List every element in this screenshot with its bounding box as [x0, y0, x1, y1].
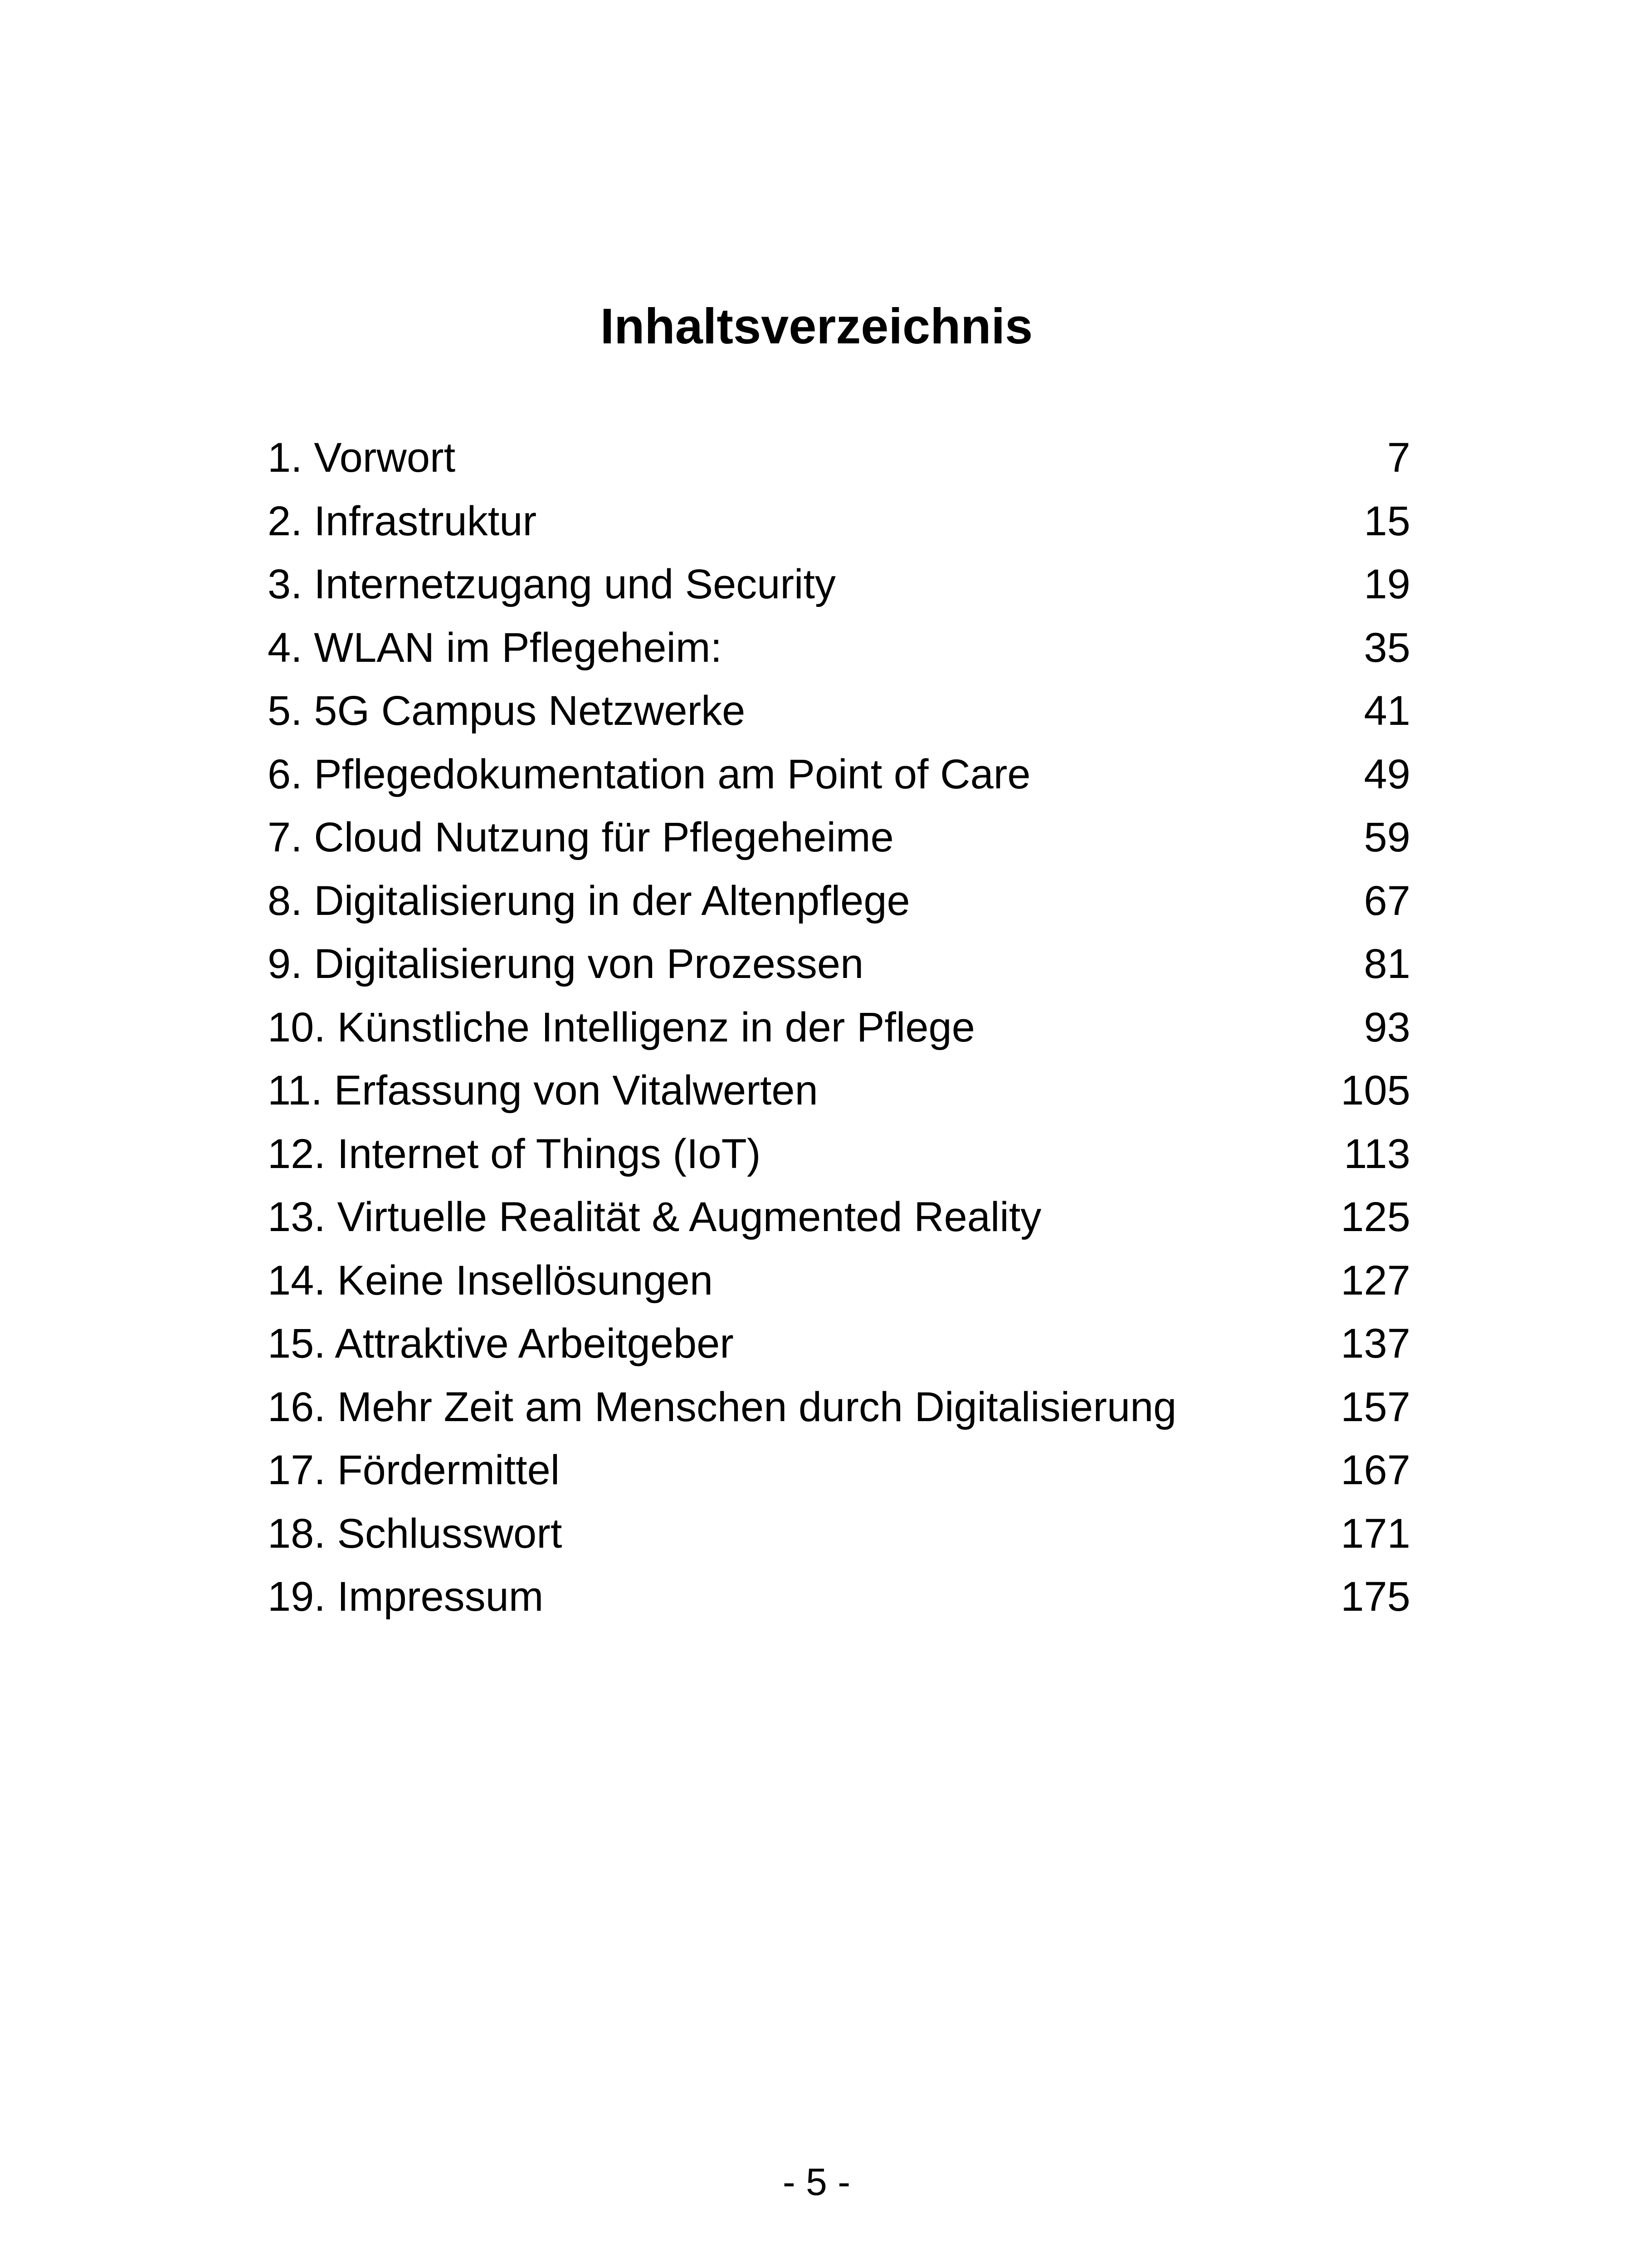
- toc-entry-label: 18. Schlusswort: [268, 1510, 562, 1557]
- toc-entry-page: 113: [1344, 1130, 1410, 1177]
- toc-entry-page: 175: [1341, 1574, 1410, 1620]
- toc-entry-page: 105: [1341, 1067, 1410, 1114]
- toc-entry-label: 11. Erfassung von Vitalwerten: [268, 1067, 818, 1114]
- toc-entry-page: 127: [1341, 1257, 1410, 1304]
- toc-entry: [268, 1249, 1410, 1313]
- toc-entry-label: 2. Infrastruktur: [268, 498, 537, 544]
- page-title: Inhaltsverzeichnis: [600, 298, 1033, 354]
- toc-entry-label: 14. Keine Insellösungen: [268, 1257, 713, 1304]
- toc-entry-label: 13. Virtuelle Realität & Augmented Reality: [268, 1194, 1042, 1240]
- toc-entry-label: 5. 5G Campus Netzwerke: [268, 688, 746, 734]
- toc-entry-page: 167: [1341, 1447, 1410, 1493]
- toc-entry: [268, 1123, 1410, 1186]
- toc-entry-label: 8. Digitalisierung in der Altenpflege: [268, 877, 910, 924]
- toc-entry-page: 59: [1364, 814, 1410, 860]
- toc-entry-page: 81: [1364, 941, 1410, 987]
- toc-entry: [268, 490, 1410, 553]
- toc-entry: [268, 1312, 1410, 1376]
- toc-entry-label: 10. Künstliche Intelligenz in der Pflege: [268, 1004, 975, 1051]
- toc-entry-label: 17. Fördermittel: [268, 1447, 560, 1493]
- toc-entry-page: 19: [1364, 561, 1410, 607]
- toc-entry-label: 9. Digitalisierung von Prozessen: [268, 941, 864, 987]
- toc-entry-label: 12. Internet of Things (IoT): [268, 1130, 761, 1177]
- toc-entry-page: 49: [1364, 751, 1410, 797]
- table-of-contents: [268, 426, 1410, 1629]
- toc-entry: [268, 933, 1410, 996]
- toc-entry-page: 137: [1341, 1320, 1410, 1367]
- toc-entry-page: 125: [1341, 1194, 1410, 1240]
- toc-entry-page: 157: [1341, 1383, 1410, 1430]
- toc-entry: [268, 616, 1410, 680]
- toc-entry-label: 1. Vorwort: [268, 435, 456, 481]
- toc-entry: [268, 679, 1410, 743]
- toc-entry-label: 15. Attraktive Arbeitgeber: [268, 1320, 734, 1367]
- toc-entry-label: 19. Impressum: [268, 1574, 544, 1620]
- toc-entry-page: 15: [1364, 498, 1410, 544]
- toc-entry: [268, 1565, 1410, 1629]
- toc-entry: [268, 806, 1410, 870]
- toc-entry: [268, 1439, 1410, 1502]
- toc-entry-page: 35: [1364, 624, 1410, 671]
- toc-entry-page: 67: [1364, 877, 1410, 924]
- toc-entry-page: 7: [1387, 435, 1410, 481]
- toc-entry-label: 6. Pflegedokumentation am Point of Care: [268, 751, 1031, 797]
- toc-entry: [268, 870, 1410, 933]
- toc-entry: [268, 1376, 1410, 1439]
- toc-entry-label: 3. Internetzugang und Security: [268, 561, 836, 607]
- toc-entry: [268, 743, 1410, 807]
- toc-entry: [268, 1186, 1410, 1249]
- toc-entry: [268, 1059, 1410, 1123]
- toc-entry: [268, 996, 1410, 1060]
- toc-entry: [268, 553, 1410, 616]
- toc-entry: [268, 426, 1410, 490]
- page-number: - 5 -: [782, 2160, 851, 2203]
- toc-entry-label: 7. Cloud Nutzung für Pflegeheime: [268, 814, 894, 860]
- toc-entry-page: 93: [1364, 1004, 1410, 1051]
- toc-entry-label: 16. Mehr Zeit am Menschen durch Digitalisierung: [268, 1383, 1177, 1430]
- toc-entry-page: 171: [1341, 1510, 1410, 1557]
- toc-entry: [268, 1502, 1410, 1566]
- toc-entry-label: 4. WLAN im Pflegeheim:: [268, 624, 722, 671]
- toc-entry-page: 41: [1364, 688, 1410, 734]
